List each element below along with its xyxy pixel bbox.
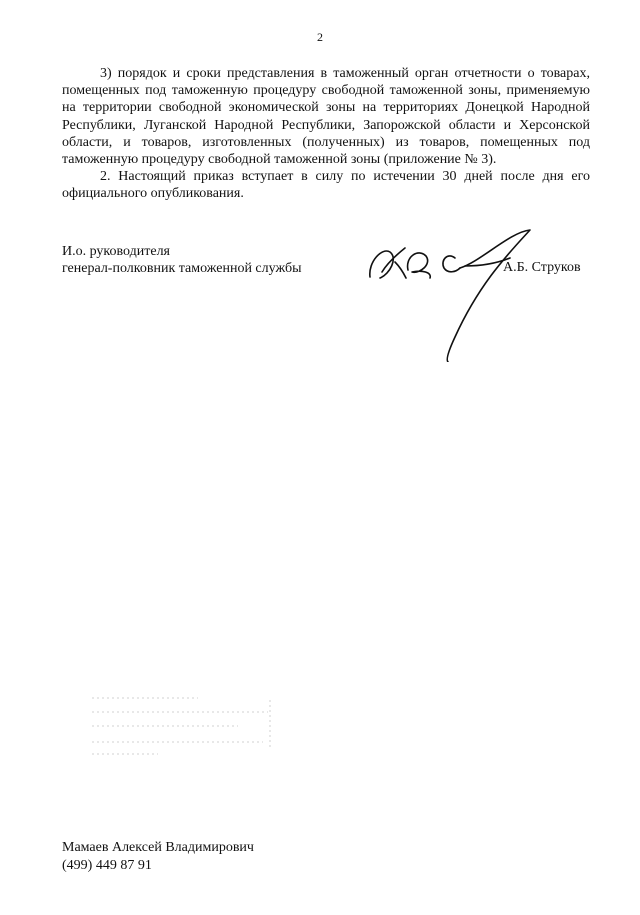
document-body [62, 65, 590, 203]
paragraph-clause-2: 2. Настоящий приказ вступает в силу по истечении 30 дней после дня его официального опубликования. [62, 169, 590, 202]
page-number: 2 [317, 30, 323, 44]
contact-block [62, 839, 254, 875]
contact-name: Мамаев Алексей Владимирович [62, 840, 254, 855]
contact-phone: (499) 449 87 91 [62, 858, 152, 873]
signatory-position [62, 243, 301, 277]
paragraph-item-3: 3) порядок и сроки представления в таможенный орган отчетности о товарах, помещенных под таможенную процедуру свободной таможенной зоны, применяемую на территории свободной экономической зоны на территориях Донецкой Народной Республики, Луганской Народной Республики, Запорожской области и Херсонской области, и товаров, изготовленных (полученных) из товаров, помещенных под таможенную процедуру свободной таможенной зоны (приложение № 3). [62, 66, 590, 168]
signatory-position-line1: И.о. руководителя [62, 244, 171, 259]
signatory-position-line2: генерал-полковник таможенной службы [62, 261, 302, 276]
signatory-name: А.Б. Струков [503, 260, 581, 275]
faded-stamp-marks [88, 690, 288, 760]
handwritten-signature [360, 222, 540, 362]
